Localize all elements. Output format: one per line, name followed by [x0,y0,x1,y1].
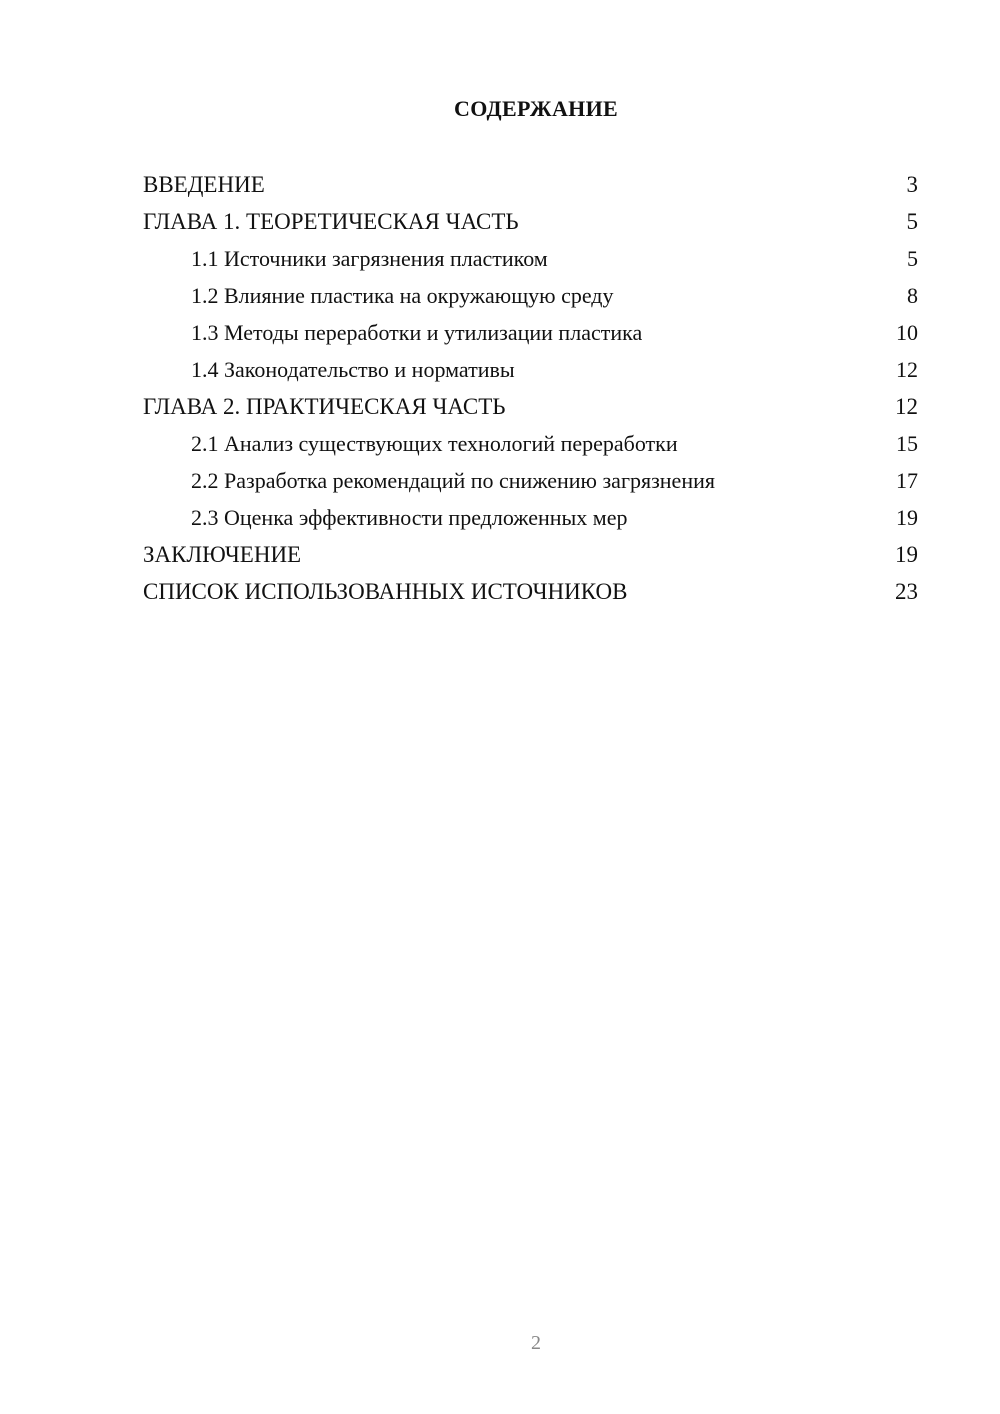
toc-entry-label: ГЛАВА 1. ТЕОРЕТИЧЕСКАЯ ЧАСТЬ [143,209,519,234]
toc-entry-label: 1.4 Законодательство и нормативы [191,357,515,382]
toc-entry-label: 2.2 Разработка рекомендаций по снижению загрязнения [191,468,715,493]
page-number: 2 [531,1332,541,1354]
toc-entry-chapter-2[interactable] [143,390,918,427]
toc-entry-label: 1.3 Методы переработки и утилизации пластика [191,320,643,345]
toc-entry-chapter-1[interactable] [143,205,918,242]
toc-entry-label: 2.1 Анализ существующих технологий переработки [191,431,678,456]
toc-entry-section-2-1[interactable] [143,427,918,464]
toc-entry-section-1-3[interactable] [143,316,918,353]
toc-entry-page: 12 [895,394,918,419]
toc-entry-label: ВВЕДЕНИЕ [143,172,265,197]
toc-entry-page: 3 [906,172,918,197]
toc-entry-page: 19 [895,542,918,567]
toc-entry-label: ЗАКЛЮЧЕНИЕ [143,542,302,567]
toc-entry-label: 2.3 Оценка эффективности предложенных мер [191,505,628,530]
toc-entry-page: 8 [907,283,918,308]
toc-entry-page: 15 [896,431,918,456]
toc-entry-section-2-2[interactable] [143,464,918,501]
toc-entry-page: 19 [896,505,918,530]
toc-entry-page: 5 [907,246,918,271]
toc-entry-page: 17 [896,468,918,493]
toc-entry-label: 1.1 Источники загрязнения пластиком [191,246,548,271]
toc-entry-conclusion[interactable] [143,538,918,575]
page-title: СОДЕРЖАНИЕ [454,96,618,121]
toc-entry-section-2-3[interactable] [143,501,918,538]
toc-entry-section-1-1[interactable] [143,242,918,279]
toc-entry-section-1-2[interactable] [143,279,918,316]
toc-entry-page: 12 [896,357,918,382]
toc-entry-introduction[interactable] [143,168,918,205]
toc-entry-label: СПИСОК ИСПОЛЬЗОВАННЫХ ИСТОЧНИКОВ [143,579,628,604]
toc-entry-label: ГЛАВА 2. ПРАКТИЧЕСКАЯ ЧАСТЬ [143,394,506,419]
toc-entry-page: 10 [896,320,918,345]
toc-entry-references[interactable] [143,575,918,612]
toc-entry-page: 5 [906,209,918,234]
toc-entry-label: 1.2 Влияние пластика на окружающую среду [191,283,614,308]
toc-entry-section-1-4[interactable] [143,353,918,390]
toc-entry-page: 23 [895,579,918,604]
table-of-contents [143,168,918,612]
